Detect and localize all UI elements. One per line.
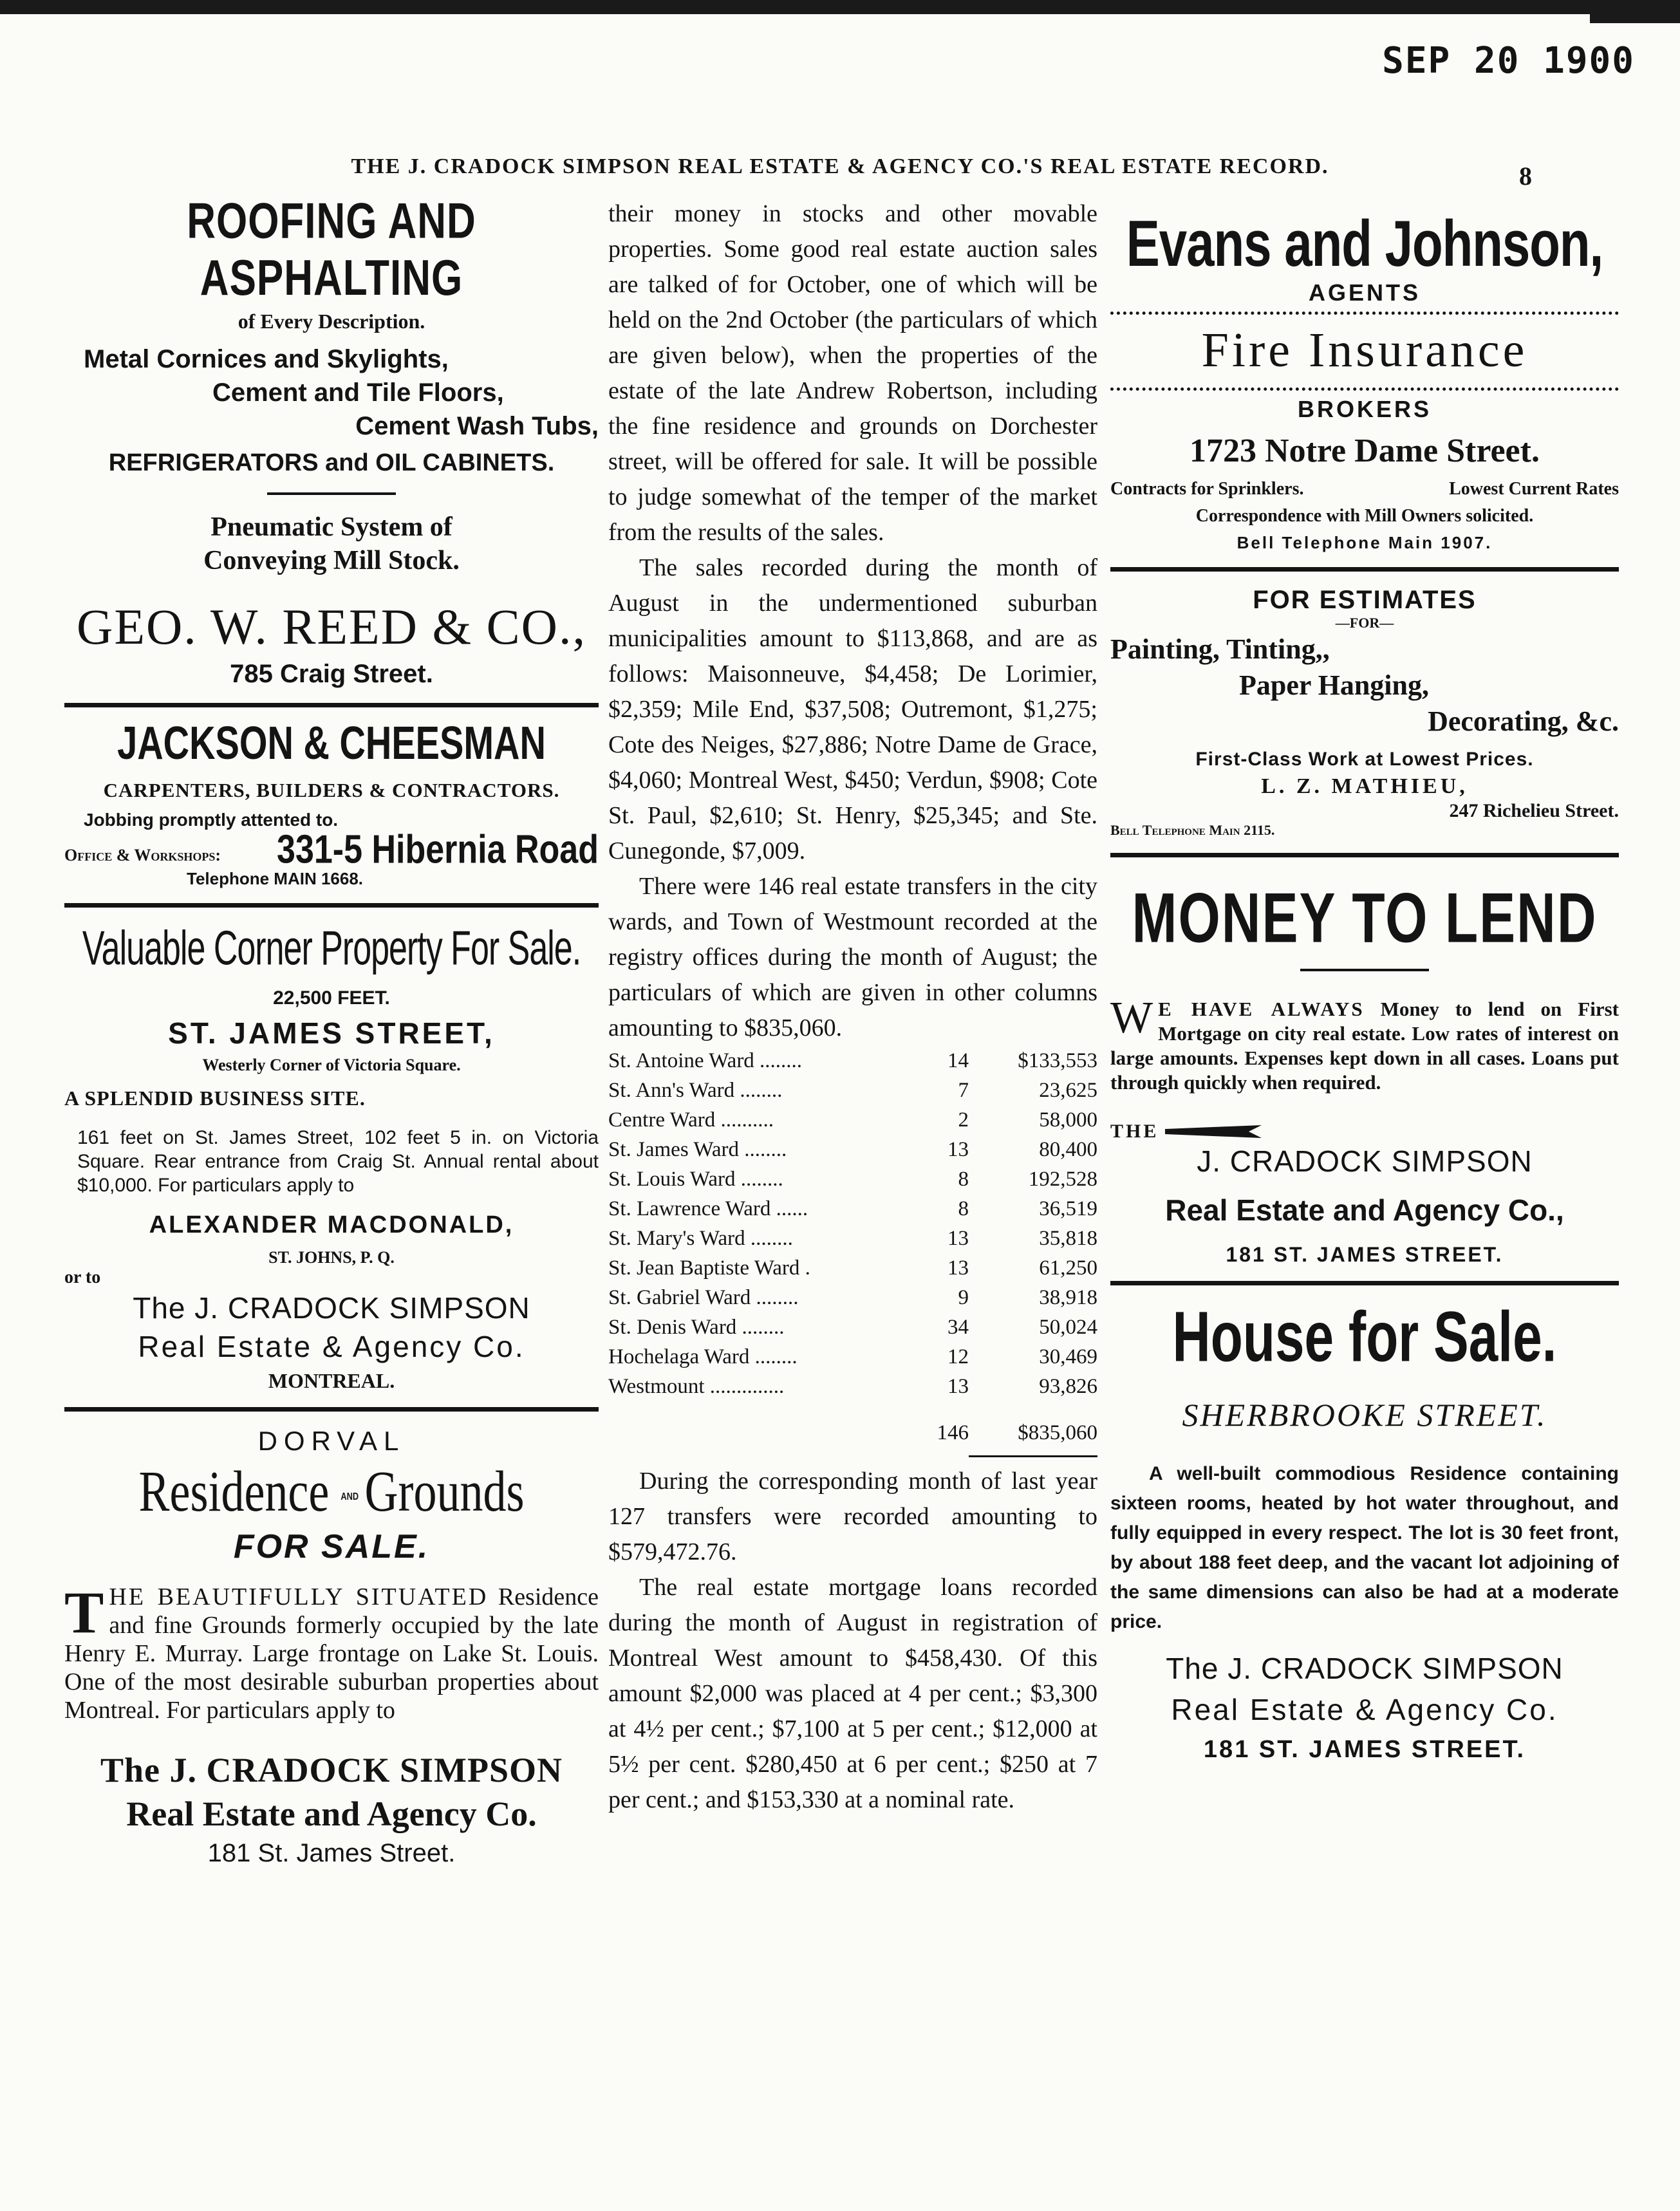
article-paragraph: The sales recorded during the month of August in the undermentioned suburban municipalities amount to $113,868, and are as follows: Maisonneuve, $4,458; De Lorimier, $2,359; Mile End, $37,508; Outremont, $1,275; Cote des Neiges, $27,886; Notre Dame de Grace, $4,060; Montreal West, $450; Verdun, $908; Cote St. Paul, $2,610; St. Henry, $25,345; and Ste. Cunegonde, $7,009. (608, 554, 1097, 864)
roofing-ad-line: Conveying Mill Stock. (203, 546, 460, 575)
transfer-row (608, 1224, 1097, 1253)
money-ad-agent: J. CRADOCK SIMPSON (1197, 1144, 1533, 1178)
dorval-ad-title-and: AND (341, 1491, 359, 1503)
transfer-amount: $133,553 (1018, 1049, 1097, 1072)
corner-property-ad (64, 921, 599, 1393)
estimates-ad-line: Painting, Tinting,, (1110, 633, 1330, 665)
roofing-ad-address: 785 Craig Street. (230, 660, 433, 688)
dorval-ad-agent: The J. CRADOCK SIMPSON (100, 1751, 563, 1789)
money-ad-drop-cap: W (1110, 993, 1153, 1043)
divider (267, 492, 396, 495)
transfers-total-row (608, 1401, 1097, 1455)
transfer-amount: 35,818 (1039, 1227, 1097, 1250)
transfer-amount: 36,519 (1039, 1197, 1097, 1220)
transfer-ward: St. James Ward ........ (608, 1138, 787, 1161)
divider (64, 903, 599, 908)
dorval-ad-body: Residence and fine Grounds formerly occupied by the late Henry E. Murray. Large frontage on Lake St. Louis. One of the most desirable suburban properties about Montreal. For particulars apply to (64, 1583, 599, 1724)
transfer-ward: Westmount .............. (608, 1375, 785, 1398)
estimates-ad-address: 247 Richelieu Street. (1449, 800, 1619, 821)
transfer-amount: 93,826 (1039, 1375, 1097, 1398)
roofing-ad-subtitle: of Every Description. (238, 310, 425, 333)
evans-ad-service: Fire Insurance (1201, 323, 1528, 377)
corner-ad-agent: Real Estate & Agency Co. (138, 1330, 525, 1363)
dorval-ad-title (118, 1457, 545, 1527)
divider (1110, 1281, 1619, 1285)
transfers-table (608, 1046, 1097, 1455)
jackson-ad-jobbing: Jobbing promptly attented to. (84, 810, 339, 830)
scan-edge-corner (1590, 0, 1680, 23)
money-ad-lead: E HAVE ALWAYS (1158, 998, 1365, 1020)
transfer-count: 7 (958, 1079, 969, 1102)
transfer-count: 9 (958, 1286, 969, 1309)
transfer-row (608, 1046, 1097, 1076)
article-paragraph: The real estate mortgage loans recorded during the month of August in registration of Montreal West amount to $458,430. Of this amount $2,000 was placed at 4 per cent.; $3,300 at 4½ per cent.; $7,100 at 5 per cent.; $12,000 at 5½ per cent. $280,450 at 6 per cent.; $250 at 7 per cent.; and $153,330 at a nominal rate. (608, 1574, 1097, 1813)
transfer-count: 13 (947, 1375, 969, 1398)
corner-ad-city: MONTREAL. (268, 1369, 395, 1392)
transfer-amount: 38,918 (1039, 1286, 1097, 1309)
divider (64, 1407, 599, 1412)
transfer-row (608, 1076, 1097, 1105)
transfer-row (608, 1312, 1097, 1342)
house-ad-body: A well-built commodious Residence containing sixteen rooms, heated by hot water throughout, and fully equipped in every respect. The lot is 30 feet front, by about 188 feet deep, and the vacant lot adjoining of the same dimensions can also be had at a moderate price. (1110, 1463, 1619, 1632)
transfer-row (608, 1194, 1097, 1224)
evans-ad-sprinklers: Contracts for Sprinklers. (1110, 479, 1304, 499)
evans-ad-terms (1110, 479, 1619, 499)
transfer-row (608, 1135, 1097, 1164)
transfer-count: 13 (947, 1227, 969, 1250)
transfer-ward: St. Denis Ward ........ (608, 1316, 785, 1339)
evans-ad-brokers: BROKERS (1297, 396, 1432, 422)
transfer-amount: 80,400 (1039, 1138, 1097, 1161)
roofing-ad-title: ROOFING AND ASPHALTING (187, 196, 476, 306)
transfer-ward: St. Louis Ward ........ (608, 1168, 783, 1191)
total-rule (969, 1455, 1097, 1457)
article-paragraph: their money in stocks and other movable properties. Some good real estate auction sales are talked of for October, one of which will be held on the 2nd October (the particulars of which are given below), when the properties of the estate of the late Andrew Robertson, including the fine residence and grounds on Dorchester street, will be offered for sale. It will be possible to judge somewhat of the temper of the market from the results of the sales. (608, 200, 1097, 546)
evans-ad-address: 1723 Notre Dame Street. (1190, 433, 1540, 469)
corner-ad-headline: A SPLENDID BUSINESS SITE. (64, 1087, 366, 1110)
transfer-ward: Centre Ward .......... (608, 1108, 774, 1132)
estimates-ad-name: L. Z. MATHIEU, (1261, 774, 1468, 798)
transfer-row (608, 1372, 1097, 1401)
transfers-total-label (608, 1401, 924, 1455)
jackson-ad-firm: JACKSON & CHEESMAN (117, 716, 546, 769)
transfer-ward: St. Jean Baptiste Ward . (608, 1256, 810, 1280)
article-paragraph: There were 146 real estate transfers in the city wards, and Town of Westmount recorded at the registry offices during the month of August; the particulars of which are given in other columns amounting to $835,060. (608, 873, 1097, 1041)
roofing-ad-firm: GEO. W. REED & CO., (76, 599, 587, 655)
transfer-amount: 50,024 (1039, 1316, 1097, 1339)
transfer-row (608, 1105, 1097, 1135)
column-left (64, 196, 599, 2192)
house-for-sale-ad (1110, 1297, 1619, 1764)
transfer-ward: Hochelaga Ward ........ (608, 1345, 798, 1368)
transfer-ward: St. Antoine Ward ........ (608, 1049, 803, 1072)
transfer-count: 13 (947, 1256, 969, 1280)
jackson-ad-office (64, 827, 599, 872)
transfer-ward: St. Gabriel Ward ........ (608, 1286, 799, 1309)
money-ad-the: THE (1110, 1121, 1159, 1142)
dotted-divider (1110, 312, 1619, 315)
evans-ad-correspondence: Correspondence with Mill Owners solicited. (1195, 506, 1534, 526)
corner-ad-contact-place: ST. JOHNS, P. Q. (268, 1248, 395, 1267)
transfer-amount: 58,000 (1039, 1108, 1097, 1132)
transfer-count: 12 (947, 1345, 969, 1368)
transfer-row (608, 1253, 1097, 1283)
transfer-row (608, 1283, 1097, 1312)
estimates-ad-line: Paper Hanging, (1239, 669, 1430, 701)
dorval-ad-drop-cap: T (64, 1580, 104, 1645)
estimates-ad-for: —FOR— (1335, 615, 1394, 631)
jackson-ad (64, 716, 599, 889)
evans-ad-telephone: Bell Telephone Main 1907. (1237, 533, 1493, 552)
transfers-total-amount: $835,060 (1018, 1421, 1097, 1444)
estimates-ad (1110, 586, 1619, 839)
dorval-ad-lead: HE BEAUTIFULLY SITUATED (109, 1583, 489, 1610)
transfer-amount: 30,469 (1039, 1345, 1097, 1368)
pointing-flourish-icon (1165, 1124, 1268, 1139)
money-ad-agent: Real Estate and Agency Co., (1165, 1193, 1564, 1227)
scan-edge-top (0, 0, 1680, 14)
transfer-count: 14 (947, 1049, 969, 1072)
jackson-ad-telephone: Telephone MAIN 1668. (187, 869, 364, 888)
transfer-row (608, 1164, 1097, 1194)
column-middle (608, 196, 1097, 2192)
column-right (1110, 196, 1619, 2192)
transfer-amount: 61,250 (1039, 1256, 1097, 1280)
money-ad-the-line (1110, 1121, 1619, 1143)
corner-ad-or-to: or to (64, 1267, 101, 1287)
evans-johnson-ad (1110, 206, 1619, 553)
money-ad-title: MONEY TO LEND (1132, 878, 1598, 957)
jackson-ad-trade: CARPENTERS, BUILDERS & CONTRACTORS. (103, 779, 560, 801)
roofing-ad (64, 196, 599, 689)
house-ad-title: House for Sale. (1172, 1297, 1557, 1377)
transfer-count: 34 (947, 1316, 969, 1339)
transfers-total-count: 146 (937, 1421, 969, 1444)
evans-ad-rates: Lowest Current Rates (1449, 479, 1619, 499)
corner-ad-location: Westerly Corner of Victoria Square. (202, 1056, 461, 1074)
corner-ad-agent: The J. CRADOCK SIMPSON (133, 1291, 530, 1325)
corner-ad-description: 161 feet on St. James Street, 102 feet 5 in. on Victoria Square. Rear entrance from Craig St. Annual rental about $10,000. For particulars apply to (77, 1127, 599, 1196)
divider (64, 703, 599, 707)
divider (1110, 853, 1619, 857)
dorval-ad-address: 181 St. James Street. (207, 1839, 456, 1867)
divider (1110, 567, 1619, 572)
evans-ad-firm: Evans and Johnson, (1126, 206, 1603, 281)
roofing-ad-line: Metal Cornices and Skylights, (84, 345, 449, 373)
page-number: 8 (1519, 162, 1532, 191)
transfer-count: 8 (958, 1197, 969, 1220)
house-ad-street: SHERBROOKE STREET. (1182, 1397, 1547, 1433)
running-head: THE J. CRADOCK SIMPSON REAL ESTATE & AGENCY CO.'S REAL ESTATE RECORD. (351, 154, 1329, 178)
transfer-row (608, 1342, 1097, 1372)
dorval-ad-place: DORVAL (257, 1426, 406, 1456)
corner-ad-street: ST. JAMES STREET, (168, 1016, 495, 1050)
dorval-ad-title-right: Grounds (364, 1460, 525, 1524)
dorval-ad (64, 1426, 599, 1868)
transfer-count: 2 (958, 1108, 969, 1132)
transfer-ward: St. Lawrence Ward ...... (608, 1197, 808, 1220)
date-stamp: SEP 20 1900 (1382, 40, 1635, 82)
jackson-ad-office-label: Office & Workshops: (64, 846, 221, 864)
jackson-ad-address: 331-5 Hibernia Road (277, 827, 599, 872)
estimates-ad-line: Decorating, &c. (1428, 705, 1619, 737)
house-ad-agent: The J. CRADOCK SIMPSON (1166, 1652, 1563, 1685)
estimates-ad-telephone: Bell Telephone Main 2115. (1110, 822, 1275, 838)
estimates-ad-quality: First-Class Work at Lowest Prices. (1195, 749, 1534, 770)
divider (1300, 969, 1429, 971)
house-ad-address: 181 ST. JAMES STREET. (1203, 1736, 1526, 1763)
money-to-lend-ad (1110, 878, 1619, 1267)
transfer-amount: 23,625 (1039, 1079, 1097, 1102)
estimates-ad-title: FOR ESTIMATES (1253, 586, 1477, 614)
transfer-amount: 192,528 (1028, 1168, 1097, 1191)
corner-ad-contact: ALEXANDER MACDONALD, (149, 1211, 514, 1238)
dotted-divider (1110, 387, 1619, 391)
transfer-ward: St. Mary's Ward ........ (608, 1227, 793, 1250)
transfer-ward: St. Ann's Ward ........ (608, 1079, 783, 1102)
dorval-ad-title-left: Residence (138, 1460, 330, 1524)
money-ad-body: Money to lend on First Mortgage on city real estate. Low rates of interest on large amounts. Expenses kept down in all cases. Loans put through quickly when required. (1110, 998, 1619, 1094)
house-ad-agent: Real Estate & Agency Co. (1171, 1693, 1558, 1726)
roofing-ad-line: REFRIGERATORS and OIL CABINETS. (108, 449, 555, 476)
transfer-count: 13 (947, 1138, 969, 1161)
corner-ad-area: 22,500 FEET. (273, 987, 390, 1009)
money-ad-body-block (1110, 993, 1619, 1095)
roofing-ad-line: Pneumatic System of (210, 512, 453, 542)
evans-ad-agents: AGENTS (1308, 279, 1421, 306)
roofing-ad-line: Cement and Tile Floors, (212, 378, 504, 407)
article-paragraph: During the corresponding month of last year 127 transfers were recorded amounting to $579,472.76. (608, 1468, 1097, 1565)
dorval-ad-agent: Real Estate and Agency Co. (126, 1795, 537, 1833)
money-ad-address: 181 ST. JAMES STREET. (1226, 1243, 1504, 1266)
transfer-count: 8 (958, 1168, 969, 1191)
dorval-ad-for-sale: FOR SALE. (233, 1528, 430, 1565)
roofing-ad-line: Cement Wash Tubs, (355, 412, 599, 440)
dorval-ad-body-block (64, 1580, 599, 1724)
corner-ad-title: Valuable Corner Property For Sale. (82, 921, 581, 976)
